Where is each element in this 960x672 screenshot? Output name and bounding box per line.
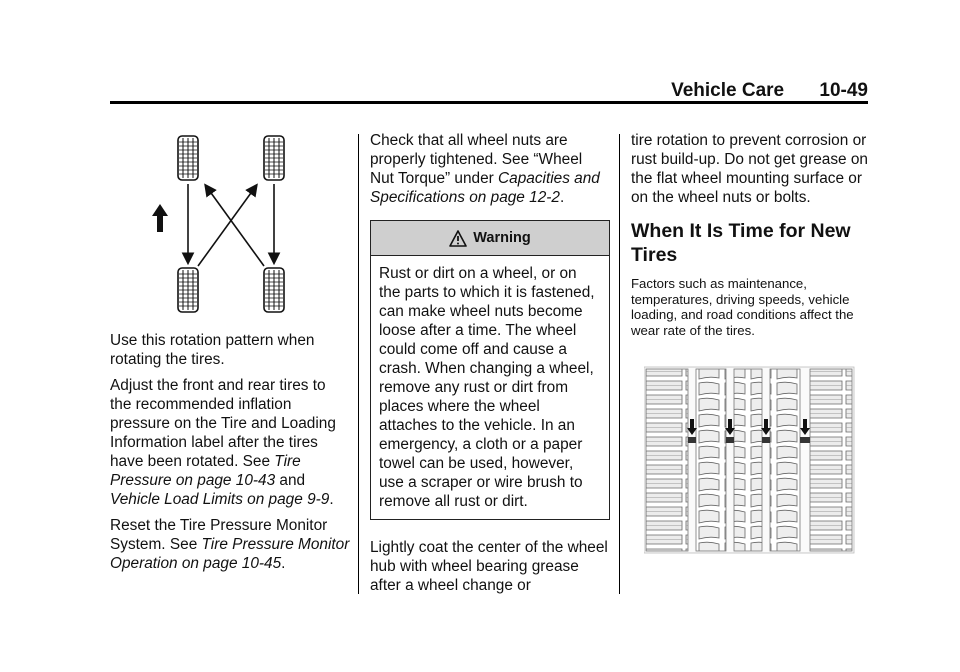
warning-box: [370, 220, 610, 520]
rotation-arrow: [206, 186, 264, 266]
cross-reference: Vehicle Load Limits on page 9-9: [110, 491, 330, 508]
paragraph: Use this rotation pattern when rotating the tires.: [110, 332, 315, 368]
paragraph: Adjust the front and rear tires to the recommended inflation pressure on the Tire and Loading Information label after the tires have been rotated. See Tire Pressure on page 10-43 and Vehicle Load Limits on page 9-9.: [110, 377, 336, 508]
warning-text: Rust or dirt on a wheel, or on the parts to which it is fastened, can make wheel nuts become loose after a time. The wheel could come off and cause a crash. When changing a wheel, remove any rust or dirt from places where the wheel attaches to the vehicle. In an emergency, a cloth or a paper towel can be used, however, use a scraper or wire brush to remove all rust or dirt.: [379, 265, 595, 510]
tire-icon: [178, 268, 198, 312]
paragraph: Reset the Tire Pressure Monitor System. See Tire Pressure Monitor Operation on page 10-45.: [110, 517, 350, 572]
section-heading: When It Is Time for New Tires: [631, 220, 851, 266]
running-header: [671, 80, 868, 102]
cross-reference: Capacities and Specifications on page 12-2: [370, 170, 600, 206]
tire-icon: [178, 136, 198, 180]
tread-rib: [696, 369, 726, 551]
tread-rib: [734, 369, 762, 551]
column-divider-1: [358, 134, 359, 594]
warning-triangle-icon: [449, 230, 467, 247]
paragraph: tire rotation to prevent corrosion or rust build-up. Do not get grease on the flat wheel mounting surface or on the wheel nuts or bolts.: [631, 132, 868, 206]
header-rule: [110, 101, 868, 104]
cross-reference: Tire Pressure Monitor Operation on page 10-45: [110, 536, 350, 572]
wear-bar: [726, 437, 734, 443]
front-direction-arrow-icon: [152, 204, 168, 232]
wear-bar: [800, 437, 810, 443]
tire-icon: [264, 136, 284, 180]
tire-rotation-diagram: [150, 134, 320, 314]
column-3: [631, 131, 871, 345]
paragraph: Lightly coat the center of the wheel hub with wheel bearing grease after a wheel change or: [370, 539, 608, 594]
page-number: 10-49: [819, 80, 868, 101]
tread-rib: [646, 369, 688, 551]
section-title: Vehicle Care: [671, 80, 785, 101]
column-divider-2: [619, 134, 620, 594]
column-1: [110, 331, 350, 580]
wear-bar: [762, 437, 770, 443]
wear-bar: [688, 437, 696, 443]
column-2: [370, 131, 610, 602]
warning-header: [371, 221, 609, 256]
cross-reference: Tire Pressure on page 10-43: [110, 453, 301, 489]
tread-wear-illustration: [644, 365, 856, 555]
tread-rib: [770, 369, 800, 551]
rotation-arrow: [198, 186, 256, 266]
warning-title: Warning: [473, 229, 531, 246]
tire-icon: [264, 268, 284, 312]
paragraph: Factors such as maintenance, temperatures, driving speeds, vehicle loading, and road conditions affect the wear rate of the tires.: [631, 276, 854, 338]
paragraph: Check that all wheel nuts are properly tightened. See “Wheel Nut Torque” under Capacities and Specifications on page 12-2.: [370, 132, 600, 206]
tread-rib: [810, 369, 852, 551]
